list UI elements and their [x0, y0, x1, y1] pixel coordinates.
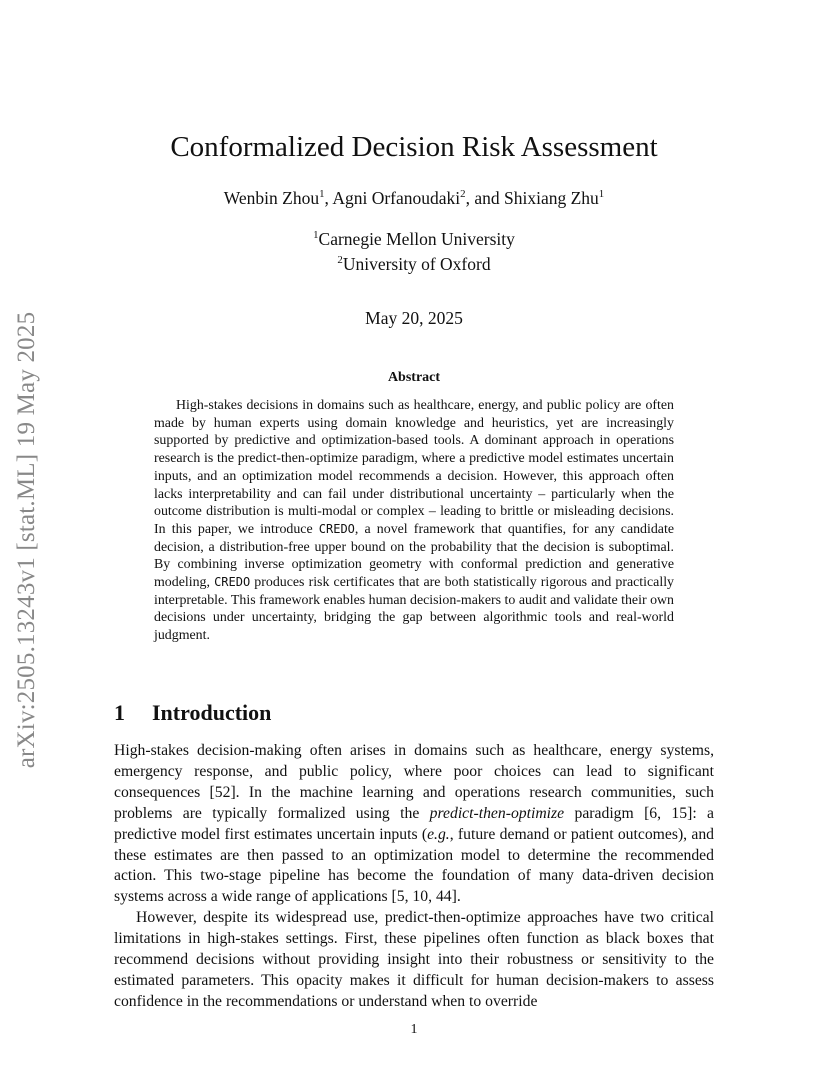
emphasis-text: predict-then-optimize [429, 804, 565, 822]
abstract-text: High-stakes decisions in domains such as healthcare, energy, and public policy are often made by human experts using domain knowledge and heuristics, yet are increasingly supported by predictive and optimization-based tools. A dominant approach in operations research is the predict-then-optimize paradigm, where a predictive model estimates uncertain inputs, and an optimization model recommends a decision. However, this approach often lacks interpretability and can fail under distributional uncertainty – particularly when the outcome distribution is multi-modal or complex – leading to brittle or misleading decisions. In this paper, we introduce [154, 398, 674, 537]
body-text: paradigm [6, 15]: a predictive model first estimates uncertain inputs ( [114, 804, 714, 843]
paper-date: May 20, 2025 [365, 308, 463, 328]
affiliation [0, 229, 828, 250]
arxiv-identifier: arXiv:2505.13243v1 [stat.ML] 19 May 2025 [13, 311, 40, 769]
author-separator: , and [465, 188, 504, 208]
body-text: , future demand or patient outcomes), and these estimates are then passed to an optimization model to determine the recommended action. This two-stage pipeline has become the foundation of many data-driven decision systems across a wide range of applications [5, 10, 44]. [114, 825, 715, 906]
author-affiliation-mark: 2 [460, 188, 466, 201]
credo-name: CREDO [214, 575, 251, 590]
author-affiliation-mark: 1 [319, 188, 325, 201]
abstract-body [154, 397, 674, 645]
body-text: High-stakes decision-making often arises in domains such as healthcare, energy systems, emergency response, and public policy, where poor choices can lead to significant consequences [52]. In the machine learning and operations research communities, such problems are typically formalized using the [114, 742, 714, 822]
abstract-paragraph [154, 397, 674, 645]
abstract-text: produces risk certificates that are both statistically rigorous and practically interpretable. This framework enables human decision-makers to audit and validate their own decisions under uncertainty, bridging the gap between algorithmic tools and real-world judgment. [154, 575, 674, 644]
body-paragraph: However, despite its widespread use, predict-then-optimize approaches have two critical limitations in high-stakes settings. First, these pipelines often function as black boxes that recommend decisions without providing insight into their robustness or sensitivity to the estimated parameters. This opacity makes it difficult for human decision-makers to assess confidence in the recommendations or understand when to override [114, 909, 714, 1010]
affiliation [0, 254, 828, 275]
affiliation-mark: 2 [337, 254, 343, 267]
credo-name: CREDO [318, 521, 355, 536]
body-paragraph [114, 741, 714, 908]
author-separator: , [324, 188, 333, 208]
author-name: Agni Orfanoudaki [332, 188, 461, 208]
paper-title: Conformalized Decision Risk Assessment [170, 131, 658, 163]
page-number: 1 [410, 1022, 418, 1037]
affiliation-mark: 1 [313, 229, 319, 242]
section-title: Introduction [152, 700, 272, 725]
author-affiliation-mark: 1 [598, 188, 605, 201]
author-name: Wenbin Zhou [223, 188, 320, 208]
arxiv-sidebar-stamp [2, 280, 52, 800]
section-body [114, 741, 714, 1013]
section-number: 1 [114, 700, 125, 725]
emphasis-text: e.g. [427, 825, 450, 843]
affiliation-name: University of Oxford [342, 254, 491, 274]
author-list [0, 188, 828, 209]
abstract-heading: Abstract [387, 370, 441, 385]
author-name: Shixiang Zhu [503, 188, 599, 208]
abstract-text: , a novel framework that quantifies, for any candidate decision, a distribution-free upper bound on the probability that the decision is suboptimal. By combining inverse optimization geometry with conformal prediction and generative modeling, [154, 521, 674, 591]
affiliation-name: Carnegie Mellon University [318, 229, 515, 249]
section-heading [114, 700, 271, 726]
